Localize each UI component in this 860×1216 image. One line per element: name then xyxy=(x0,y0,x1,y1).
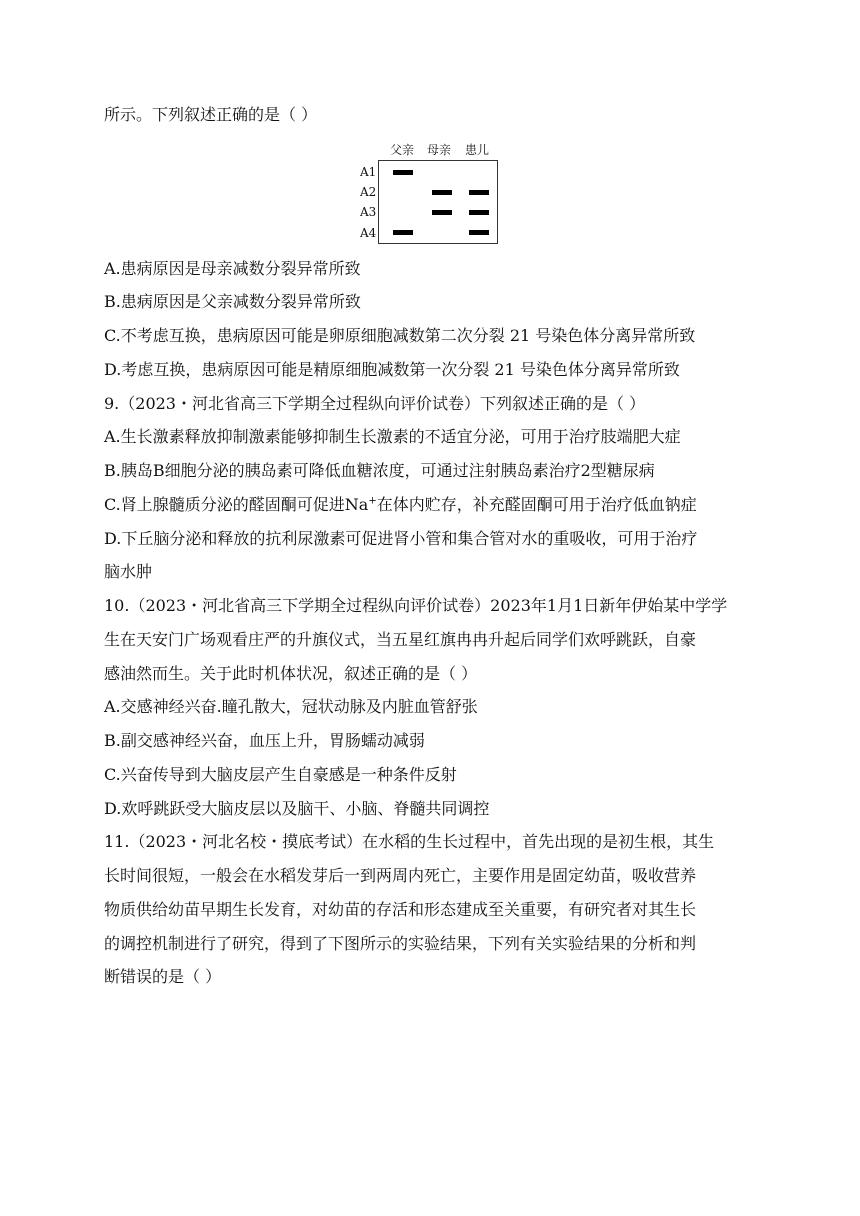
question-10-stem-1: 10.（2023・河北省高三下学期全过程纵向评价试卷）2023年1月1日新年伊始某中学学 xyxy=(104,596,728,615)
option-9c xyxy=(104,494,697,516)
gel-column-header-child: 患儿 xyxy=(465,143,490,157)
gel-electrophoresis-figure xyxy=(360,142,500,246)
option-9c-text-after: 在体内贮存，补充醛固酮可用于治疗低血钠症 xyxy=(376,495,697,514)
question-10-stem-2: 生在天安门广场观看庄严的升旗仪式，当五星红旗冉冉升起后同学们欢呼跳跃，自豪 xyxy=(104,630,697,649)
option-9d-continued: 脑水肿 xyxy=(104,562,153,581)
gel-band-a2-2 xyxy=(469,190,489,195)
option-9d: D.下丘脑分泌和释放的抗利尿激素可促进肾小管和集合管对水的重吸收，可用于治疗 xyxy=(104,529,698,548)
gel-band-a1-0 xyxy=(393,170,413,175)
question-intro-line: 所示。下列叙述正确的是（ ） xyxy=(104,105,318,124)
gel-band-a2-1 xyxy=(432,190,452,195)
gel-column-header-mother: 母亲 xyxy=(427,143,452,157)
gel-band-a3-2 xyxy=(469,210,489,215)
question-11-stem-2: 长时间很短，一般会在水稻发芽后一到两周内死亡，主要作用是固定幼苗，吸收营养 xyxy=(104,866,697,885)
question-11-stem-3: 物质供给幼苗早期生长发育，对幼苗的存活和形态建成至关重要，有研究者对其生长 xyxy=(104,900,697,919)
gel-row-label-a3: A3 xyxy=(360,205,377,219)
question-11-stem-5: 断错误的是（ ） xyxy=(104,967,222,986)
gel-row-label-a1: A1 xyxy=(360,165,377,179)
gel-row-label-a2: A2 xyxy=(360,185,377,199)
question-11-stem-1: 11.（2023・河北名校・摸底考试）在水稻的生长过程中，首先出现的是初生根，其生 xyxy=(104,832,715,851)
option-9b: B.胰岛B细胞分泌的胰岛素可降低血糖浓度，可通过注射胰岛素治疗2型糖尿病 xyxy=(104,461,655,480)
option-8b: B.患病原因是父亲减数分裂异常所致 xyxy=(104,292,361,311)
option-8a: A.患病原因是母亲减数分裂异常所致 xyxy=(104,259,361,278)
option-8c: C.不考虑互换，患病原因可能是卵原细胞减数第二次分裂 21 号染色体分离异常所致 xyxy=(104,326,696,345)
option-8d: D.考虑互换，患病原因可能是精原细胞减数第一次分裂 21 号染色体分离异常所致 xyxy=(104,360,680,379)
gel-band-a4-2 xyxy=(469,230,489,235)
question-10-stem-3: 感油然而生。关于此时机体状况，叙述正确的是（ ） xyxy=(104,664,478,683)
option-10c: C.兴奋传导到大脑皮层产生自豪感是一种条件反射 xyxy=(104,765,457,784)
gel-band-a4-0 xyxy=(393,230,413,235)
option-10d: D.欢呼跳跃受大脑皮层以及脑干、小脑、脊髓共同调控 xyxy=(104,799,490,818)
option-10a: A.交感神经兴奋.瞳孔散大，冠状动脉及内脏血管舒张 xyxy=(104,697,478,716)
question-11-stem-4: 的调控机制进行了研究，得到了下图所示的实验结果，下列有关实验结果的分析和判 xyxy=(104,934,697,953)
option-9c-text-before: C.肾上腺髓质分泌的醛固酮可促进Na xyxy=(104,495,369,514)
gel-column-header-father: 父亲 xyxy=(390,143,415,157)
option-9a: A.生长激素释放抑制激素能够抑制生长激素的不适宜分泌，可用于治疗肢端肥大症 xyxy=(104,427,681,446)
option-10b: B.副交感神经兴奋，血压上升，胃肠蠕动减弱 xyxy=(104,731,425,750)
gel-row-label-a4: A4 xyxy=(360,226,377,240)
sodium-ion-charge: + xyxy=(368,495,377,507)
gel-band-a3-1 xyxy=(432,210,452,215)
question-9-stem: 9.（2023・河北省高三下学期全过程纵向评价试卷）下列叙述正确的是（ ） xyxy=(104,394,646,413)
